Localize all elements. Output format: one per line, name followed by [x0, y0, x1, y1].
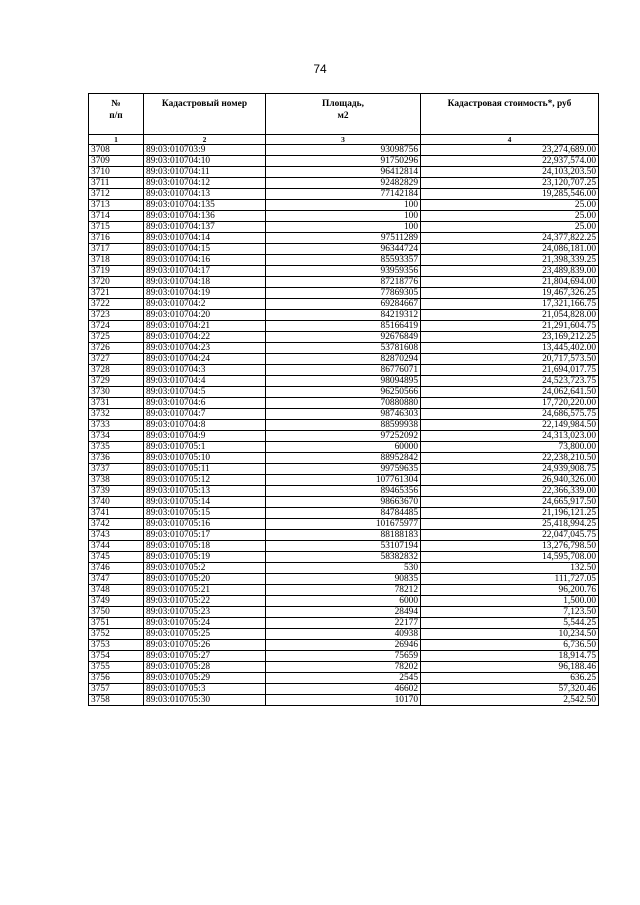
- area-value: 91750296: [266, 156, 421, 167]
- table-row: [89, 354, 599, 365]
- area-value: 100: [266, 222, 421, 233]
- table-row: [89, 684, 599, 695]
- area-value: 75659: [266, 651, 421, 662]
- cadastral-number: 89:03:010703:9: [144, 145, 266, 156]
- row-number: 3750: [89, 607, 144, 618]
- table-row: [89, 387, 599, 398]
- table-row: [89, 651, 599, 662]
- cadastral-cost: 21,398,339.25: [421, 255, 599, 266]
- cadastral-number: 89:03:010705:20: [144, 574, 266, 585]
- table-row: [89, 200, 599, 211]
- table-header-row: [89, 94, 599, 135]
- header-num-text: № п/п: [109, 99, 123, 121]
- cadastral-number: 89:03:010705:21: [144, 585, 266, 596]
- cadastral-cost: 19,467,326.25: [421, 288, 599, 299]
- cadastral-cost: 22,238,210.50: [421, 453, 599, 464]
- area-value: 22177: [266, 618, 421, 629]
- cadastral-number: 89:03:010705:18: [144, 541, 266, 552]
- cadastral-number: 89:03:010704:135: [144, 200, 266, 211]
- cadastral-number: 89:03:010705:16: [144, 519, 266, 530]
- table-row: [89, 629, 599, 640]
- cadastral-cost: 14,595,708.00: [421, 552, 599, 563]
- row-number: 3734: [89, 431, 144, 442]
- cadastral-number: 89:03:010705:14: [144, 497, 266, 508]
- cadastral-cost: 17,720,220.00: [421, 398, 599, 409]
- cadastral-number: 89:03:010704:18: [144, 277, 266, 288]
- cadastral-cost: 22,149,984.50: [421, 420, 599, 431]
- row-number: 3747: [89, 574, 144, 585]
- area-value: 77869305: [266, 288, 421, 299]
- table-row: [89, 486, 599, 497]
- row-number: 3752: [89, 629, 144, 640]
- row-number: 3754: [89, 651, 144, 662]
- row-number: 3729: [89, 376, 144, 387]
- table-row: [89, 310, 599, 321]
- cadastral-cost: 26,940,326.00: [421, 475, 599, 486]
- cadastral-number: 89:03:010704:13: [144, 189, 266, 200]
- table-row: [89, 552, 599, 563]
- area-value: 6000: [266, 596, 421, 607]
- column-number: 1: [89, 135, 144, 145]
- row-number: 3756: [89, 673, 144, 684]
- cadastral-cost: 24,103,203.50: [421, 167, 599, 178]
- table-row: [89, 222, 599, 233]
- table-row: [89, 189, 599, 200]
- table-row: [89, 398, 599, 409]
- area-value: 92482829: [266, 178, 421, 189]
- cadastral-number: 89:03:010705:22: [144, 596, 266, 607]
- cadastral-cost: 21,054,828.00: [421, 310, 599, 321]
- table-row: [89, 277, 599, 288]
- table-row: [89, 640, 599, 651]
- area-value: 77142184: [266, 189, 421, 200]
- area-value: 46602: [266, 684, 421, 695]
- cadastral-cost: 18,914.75: [421, 651, 599, 662]
- row-number: 3716: [89, 233, 144, 244]
- area-value: 84219312: [266, 310, 421, 321]
- cadastral-number: 89:03:010705:13: [144, 486, 266, 497]
- cadastral-cost: 22,047,045.75: [421, 530, 599, 541]
- cadastral-number: 89:03:010704:7: [144, 409, 266, 420]
- area-value: 53781608: [266, 343, 421, 354]
- cadastral-cost: 73,800.00: [421, 442, 599, 453]
- cadastral-cost: 96,200.76: [421, 585, 599, 596]
- cadastral-cost: 24,939,908.75: [421, 464, 599, 475]
- row-number: 3715: [89, 222, 144, 233]
- area-value: 92676849: [266, 332, 421, 343]
- row-number: 3738: [89, 475, 144, 486]
- cadastral-number: 89:03:010704:137: [144, 222, 266, 233]
- table-row: [89, 376, 599, 387]
- area-value: 87218776: [266, 277, 421, 288]
- cadastral-cost: 19,285,546.00: [421, 189, 599, 200]
- table-row: [89, 596, 599, 607]
- cadastral-number: 89:03:010705:28: [144, 662, 266, 673]
- table-row: [89, 453, 599, 464]
- area-value: 10170: [266, 695, 421, 706]
- cadastral-cost: 96,188.46: [421, 662, 599, 673]
- row-number: 3746: [89, 563, 144, 574]
- area-value: 84784485: [266, 508, 421, 519]
- cadastral-number: 89:03:010704:11: [144, 167, 266, 178]
- row-number: 3733: [89, 420, 144, 431]
- table-row: [89, 662, 599, 673]
- row-number: 3711: [89, 178, 144, 189]
- area-value: 98094895: [266, 376, 421, 387]
- cadastral-number: 89:03:010704:10: [144, 156, 266, 167]
- area-value: 96412814: [266, 167, 421, 178]
- row-number: 3723: [89, 310, 144, 321]
- table-row: [89, 365, 599, 376]
- area-value: 88188183: [266, 530, 421, 541]
- table-row: [89, 541, 599, 552]
- column-number-row: [89, 135, 599, 145]
- row-number: 3720: [89, 277, 144, 288]
- cadastral-number: 89:03:010704:21: [144, 321, 266, 332]
- cadastral-table: [88, 93, 599, 706]
- cadastral-number: 89:03:010705:15: [144, 508, 266, 519]
- cadastral-cost: 23,274,689.00: [421, 145, 599, 156]
- cadastral-number: 89:03:010705:12: [144, 475, 266, 486]
- area-value: 97252092: [266, 431, 421, 442]
- area-value: 2545: [266, 673, 421, 684]
- cadastral-cost: 20,717,573.50: [421, 354, 599, 365]
- cadastral-cost: 24,377,822.25: [421, 233, 599, 244]
- table-row: [89, 321, 599, 332]
- row-number: 3727: [89, 354, 144, 365]
- cadastral-number: 89:03:010704:5: [144, 387, 266, 398]
- table-row: [89, 574, 599, 585]
- cadastral-number: 89:03:010704:136: [144, 211, 266, 222]
- area-value: 53107194: [266, 541, 421, 552]
- row-number: 3736: [89, 453, 144, 464]
- cadastral-number: 89:03:010704:9: [144, 431, 266, 442]
- row-number: 3717: [89, 244, 144, 255]
- table-row: [89, 211, 599, 222]
- cadastral-number: 89:03:010704:8: [144, 420, 266, 431]
- row-number: 3718: [89, 255, 144, 266]
- cadastral-cost: 21,804,694.00: [421, 277, 599, 288]
- cadastral-number: 89:03:010705:3: [144, 684, 266, 695]
- table-row: [89, 145, 599, 156]
- cadastral-number: 89:03:010704:22: [144, 332, 266, 343]
- table-row: [89, 233, 599, 244]
- row-number: 3709: [89, 156, 144, 167]
- cadastral-cost: 7,123.50: [421, 607, 599, 618]
- cadastral-cost: 13,445,402.00: [421, 343, 599, 354]
- table-row: [89, 266, 599, 277]
- area-value: 98663670: [266, 497, 421, 508]
- row-number: 3728: [89, 365, 144, 376]
- header-cost-text: Кадастровая стоимость*, руб: [447, 99, 572, 109]
- cadastral-cost: 21,291,604.75: [421, 321, 599, 332]
- area-value: 530: [266, 563, 421, 574]
- cadastral-cost: 132.50: [421, 563, 599, 574]
- cadastral-number: 89:03:010704:4: [144, 376, 266, 387]
- cadastral-cost: 24,523,723.75: [421, 376, 599, 387]
- area-value: 28494: [266, 607, 421, 618]
- cadastral-number: 89:03:010705:29: [144, 673, 266, 684]
- cadastral-number: 89:03:010704:6: [144, 398, 266, 409]
- cadastral-cost: 24,665,917.50: [421, 497, 599, 508]
- cadastral-number: 89:03:010705:25: [144, 629, 266, 640]
- area-value: 89465356: [266, 486, 421, 497]
- table-row: [89, 167, 599, 178]
- cadastral-cost: 57,320.46: [421, 684, 599, 695]
- area-value: 58382832: [266, 552, 421, 563]
- cadastral-cost: 23,120,707.25: [421, 178, 599, 189]
- area-value: 86776071: [266, 365, 421, 376]
- table-row: [89, 343, 599, 354]
- cadastral-cost: 6,736.50: [421, 640, 599, 651]
- cadastral-cost: 111,727.05: [421, 574, 599, 585]
- cadastral-number: 89:03:010704:15: [144, 244, 266, 255]
- table-row: [89, 409, 599, 420]
- cadastral-number: 89:03:010705:2: [144, 563, 266, 574]
- cadastral-cost: 24,086,181.00: [421, 244, 599, 255]
- table-row: [89, 519, 599, 530]
- table-row: [89, 178, 599, 189]
- row-number: 3745: [89, 552, 144, 563]
- row-number: 3737: [89, 464, 144, 475]
- cadastral-number: 89:03:010705:23: [144, 607, 266, 618]
- cadastral-cost: 21,694,017.75: [421, 365, 599, 376]
- table-row: [89, 497, 599, 508]
- cadastral-number: 89:03:010705:26: [144, 640, 266, 651]
- table-row: [89, 244, 599, 255]
- area-value: 88952842: [266, 453, 421, 464]
- cadastral-cost: 10,234.50: [421, 629, 599, 640]
- area-value: 60000: [266, 442, 421, 453]
- area-value: 100: [266, 211, 421, 222]
- cadastral-number: 89:03:010705:1: [144, 442, 266, 453]
- cadastral-number: 89:03:010704:19: [144, 288, 266, 299]
- cadastral-number: 89:03:010704:14: [144, 233, 266, 244]
- cadastral-cost: 25.00: [421, 211, 599, 222]
- row-number: 3726: [89, 343, 144, 354]
- row-number: 3708: [89, 145, 144, 156]
- table-row: [89, 255, 599, 266]
- area-value: 107761304: [266, 475, 421, 486]
- row-number: 3732: [89, 409, 144, 420]
- row-number: 3713: [89, 200, 144, 211]
- area-value: 96250566: [266, 387, 421, 398]
- row-number: 3714: [89, 211, 144, 222]
- area-value: 70880880: [266, 398, 421, 409]
- cadastral-number: 89:03:010705:30: [144, 695, 266, 706]
- row-number: 3730: [89, 387, 144, 398]
- row-number: 3725: [89, 332, 144, 343]
- cadastral-cost: 13,276,798.50: [421, 541, 599, 552]
- cadastral-cost: 2,542.50: [421, 695, 599, 706]
- header-cadastral-text: Кадастровый номер: [161, 99, 248, 109]
- row-number: 3740: [89, 497, 144, 508]
- cadastral-cost: 636.25: [421, 673, 599, 684]
- row-number: 3721: [89, 288, 144, 299]
- area-value: 93098756: [266, 145, 421, 156]
- table-row: [89, 442, 599, 453]
- row-number: 3751: [89, 618, 144, 629]
- row-number: 3757: [89, 684, 144, 695]
- cadastral-number: 89:03:010704:3: [144, 365, 266, 376]
- cadastral-cost: 23,489,839.00: [421, 266, 599, 277]
- cadastral-cost: 25.00: [421, 200, 599, 211]
- row-number: 3744: [89, 541, 144, 552]
- header-area-text: Площадь, м2: [322, 99, 364, 121]
- table-row: [89, 475, 599, 486]
- area-value: 40938: [266, 629, 421, 640]
- area-value: 93959356: [266, 266, 421, 277]
- table-row: [89, 695, 599, 706]
- row-number: 3731: [89, 398, 144, 409]
- header-area: [266, 94, 421, 135]
- area-value: 96344724: [266, 244, 421, 255]
- area-value: 88599938: [266, 420, 421, 431]
- area-value: 69284667: [266, 299, 421, 310]
- cadastral-cost: 5,544.25: [421, 618, 599, 629]
- row-number: 3753: [89, 640, 144, 651]
- cadastral-number: 89:03:010704:20: [144, 310, 266, 321]
- cadastral-cost: 25.00: [421, 222, 599, 233]
- area-value: 26946: [266, 640, 421, 651]
- table-row: [89, 563, 599, 574]
- cadastral-number: 89:03:010705:11: [144, 464, 266, 475]
- cadastral-number: 89:03:010705:19: [144, 552, 266, 563]
- row-number: 3755: [89, 662, 144, 673]
- area-value: 85593357: [266, 255, 421, 266]
- table-row: [89, 508, 599, 519]
- area-value: 85166419: [266, 321, 421, 332]
- row-number: 3758: [89, 695, 144, 706]
- row-number: 3739: [89, 486, 144, 497]
- area-value: 78202: [266, 662, 421, 673]
- row-number: 3722: [89, 299, 144, 310]
- column-number: 4: [421, 135, 599, 145]
- table-row: [89, 156, 599, 167]
- table-row: [89, 673, 599, 684]
- area-value: 90835: [266, 574, 421, 585]
- column-number: 3: [266, 135, 421, 145]
- table-row: [89, 332, 599, 343]
- row-number: 3735: [89, 442, 144, 453]
- row-number: 3749: [89, 596, 144, 607]
- cadastral-number: 89:03:010704:23: [144, 343, 266, 354]
- column-number: 2: [144, 135, 266, 145]
- row-number: 3724: [89, 321, 144, 332]
- row-number: 3743: [89, 530, 144, 541]
- table-row: [89, 618, 599, 629]
- header-cost: [421, 94, 599, 135]
- area-value: 101675977: [266, 519, 421, 530]
- header-cadastral: [144, 94, 266, 135]
- table-row: [89, 464, 599, 475]
- area-value: 78212: [266, 585, 421, 596]
- cadastral-cost: 22,937,574.00: [421, 156, 599, 167]
- cadastral-number: 89:03:010704:17: [144, 266, 266, 277]
- header-num: [89, 94, 144, 135]
- area-value: 99759635: [266, 464, 421, 475]
- table-row: [89, 530, 599, 541]
- cadastral-number: 89:03:010704:12: [144, 178, 266, 189]
- cadastral-cost: 24,313,023.00: [421, 431, 599, 442]
- cadastral-cost: 25,418,994.25: [421, 519, 599, 530]
- table-row: [89, 607, 599, 618]
- area-value: 98746303: [266, 409, 421, 420]
- cadastral-cost: 23,169,212.25: [421, 332, 599, 343]
- row-number: 3741: [89, 508, 144, 519]
- cadastral-cost: 21,196,121.25: [421, 508, 599, 519]
- table-row: [89, 585, 599, 596]
- row-number: 3742: [89, 519, 144, 530]
- cadastral-number: 89:03:010705:24: [144, 618, 266, 629]
- cadastral-number: 89:03:010705:27: [144, 651, 266, 662]
- row-number: 3712: [89, 189, 144, 200]
- area-value: 97511289: [266, 233, 421, 244]
- cadastral-number: 89:03:010705:17: [144, 530, 266, 541]
- cadastral-cost: 24,062,641.50: [421, 387, 599, 398]
- cadastral-cost: 1,500.00: [421, 596, 599, 607]
- row-number: 3710: [89, 167, 144, 178]
- cadastral-number: 89:03:010704:2: [144, 299, 266, 310]
- table-row: [89, 299, 599, 310]
- area-value: 82870294: [266, 354, 421, 365]
- cadastral-cost: 24,686,575.75: [421, 409, 599, 420]
- table-row: [89, 420, 599, 431]
- row-number: 3748: [89, 585, 144, 596]
- cadastral-cost: 22,366,339.00: [421, 486, 599, 497]
- cadastral-number: 89:03:010704:16: [144, 255, 266, 266]
- row-number: 3719: [89, 266, 144, 277]
- table-row: [89, 288, 599, 299]
- table-row: [89, 431, 599, 442]
- cadastral-cost: 17,321,166.75: [421, 299, 599, 310]
- area-value: 100: [266, 200, 421, 211]
- cadastral-number: 89:03:010704:24: [144, 354, 266, 365]
- cadastral-number: 89:03:010705:10: [144, 453, 266, 464]
- page-number: 74: [313, 62, 327, 76]
